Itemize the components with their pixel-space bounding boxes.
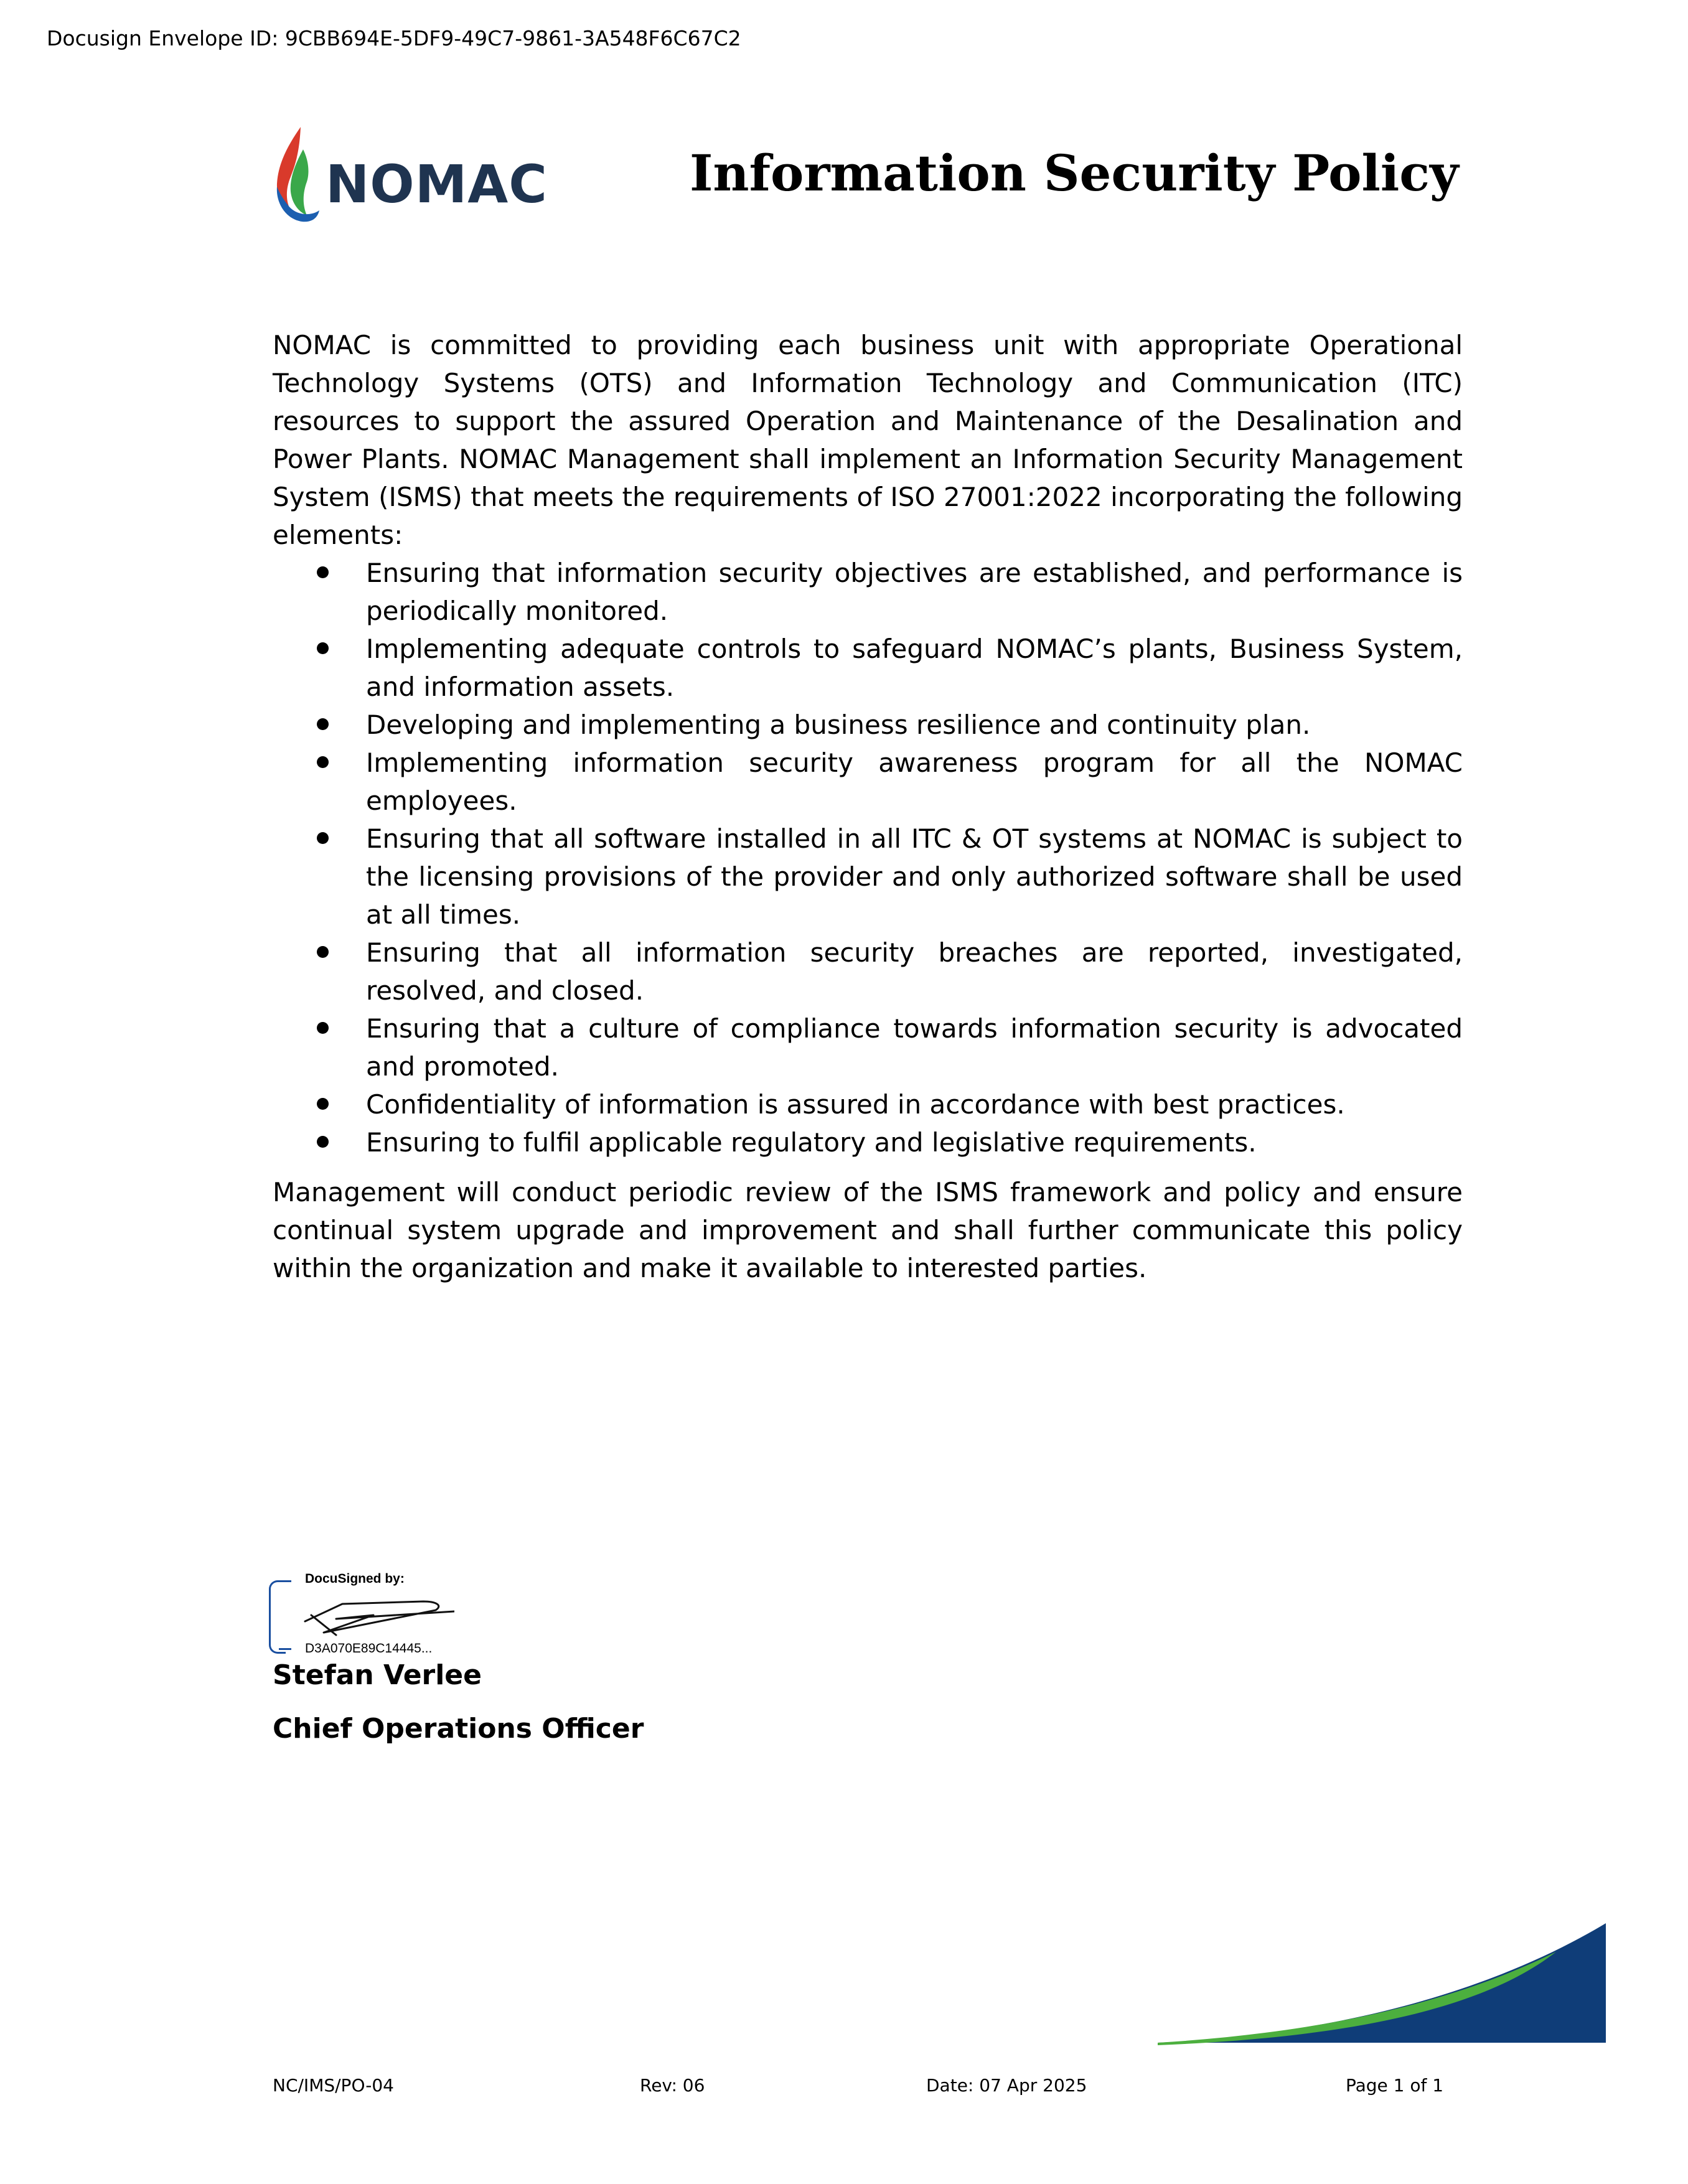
handwritten-signature	[299, 1596, 454, 1640]
list-item: Ensuring that all information security breaches are reported, investigated, resolved, and closed.	[273, 934, 1463, 1010]
signer-role: Chief Operations Officer	[273, 1713, 644, 1745]
bullet-icon	[317, 832, 329, 844]
footer-date: Date: 07 Apr 2025	[926, 2075, 1087, 2096]
list-item: Confidentiality of information is assured in accordance with best practices.	[273, 1085, 1463, 1123]
list-item: Implementing information security awareness program for all the NOMAC employees.	[273, 744, 1463, 820]
footer-swoosh-graphic	[1158, 1923, 1606, 2048]
docusign-signature-block	[269, 1572, 456, 1659]
bullet-icon	[317, 642, 329, 654]
list-item: Implementing adequate controls to safeguard NOMAC’s plants, Business System, and information assets.	[273, 630, 1463, 706]
bullet-icon	[317, 1022, 329, 1034]
nomac-logo	[271, 124, 548, 224]
list-item: Developing and implementing a business resilience and continuity plan.	[273, 706, 1463, 744]
bullet-icon	[317, 1098, 329, 1110]
list-item: Ensuring to fulfil applicable regulatory and legislative requirements.	[273, 1123, 1463, 1161]
list-item: Ensuring that all software installed in all ITC & OT systems at NOMAC is subject to the licensing provisions of the provider and only authorized software shall be used at all times.	[273, 820, 1463, 934]
docusign-envelope-id: Docusign Envelope ID: 9CBB694E-5DF9-49C7-9861-3A548F6C67C2	[47, 26, 741, 50]
list-item: Ensuring that a culture of compliance towards information security is advocated and promoted.	[273, 1010, 1463, 1085]
closing-paragraph: Management will conduct periodic review of the ISMS framework and policy and ensure continual system upgrade and improvement and shall further communicate this policy within the organization and make it available to interested parties.	[273, 1177, 1463, 1283]
bullet-icon	[317, 718, 329, 730]
policy-elements-list	[273, 554, 1463, 1161]
document-title: Information Security Policy	[690, 144, 1459, 202]
signer-name: Stefan Verlee	[273, 1659, 482, 1691]
docusigned-by-label: DocuSigned by:	[305, 1572, 405, 1586]
nomac-flame-icon	[271, 124, 321, 224]
bullet-icon	[317, 946, 329, 958]
signature-frame	[269, 1580, 286, 1654]
footer-page-number: Page 1 of 1	[1346, 2075, 1444, 2096]
bullet-icon	[317, 756, 329, 768]
signature-id: D3A070E89C14445...	[305, 1641, 433, 1656]
list-item: Ensuring that information security objectives are established, and performance is periodically monitored.	[273, 554, 1463, 630]
intro-paragraph: NOMAC is committed to providing each business unit with appropriate Operational Technology Systems (OTS) and Information Technology and Communication (ITC) resources to support the assured Operation and Maintenance of the Desalination and Power Plants. NOMAC Management shall implement an Information Security Management System (ISMS) that meets the requirements of ISO 27001:2022 incorporating the following elements:	[273, 330, 1463, 550]
footer-document-code: NC/IMS/PO-04	[273, 2075, 394, 2096]
bullet-icon	[317, 1136, 329, 1148]
nomac-wordmark: NOMAC	[326, 154, 548, 215]
footer-revision: Rev: 06	[640, 2075, 705, 2096]
bullet-icon	[317, 566, 329, 578]
